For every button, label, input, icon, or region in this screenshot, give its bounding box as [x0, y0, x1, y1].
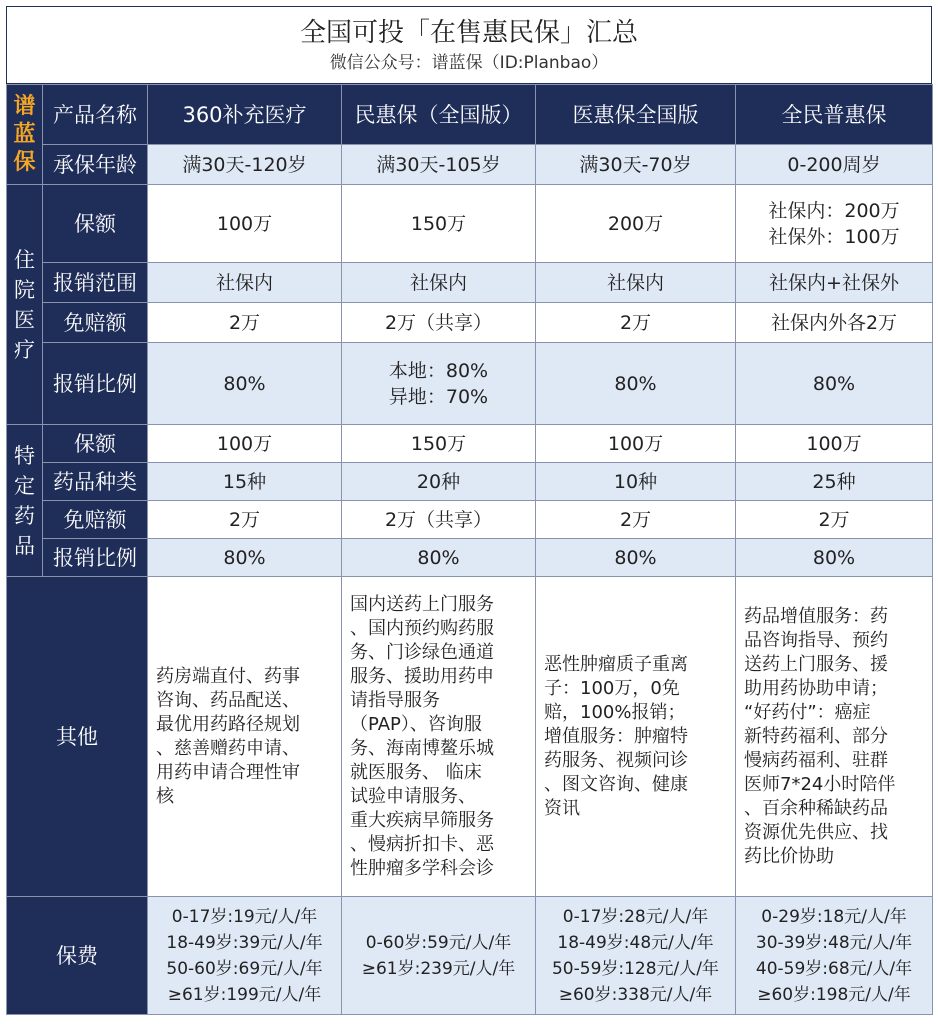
- label-drug-kinds: 药品种类: [43, 463, 148, 501]
- other-4: 药品增值服务：药 品咨询指导、预约 送药上门服务、援 助用药协助申请； “好药付”：癌症 新特药福利、部分 慢病药福利、驻群 医师7*24小时陪伴 、百余种稀缺药品 资源优先供应、找 药比价协助: [736, 577, 933, 897]
- fee-2: 0-60岁:59元/人/年 ≥61岁:239元/人/年: [342, 897, 536, 1015]
- row-drug-kinds: [7, 463, 933, 501]
- label-drug-cover: 保额: [43, 425, 148, 463]
- hosp-ratio-3: 80%: [536, 343, 736, 425]
- hosp-scope-1: 社保内: [148, 263, 342, 303]
- hosp-deduct-1: 2万: [148, 303, 342, 343]
- page-title: 全国可投「在售惠民保」汇总: [299, 18, 638, 48]
- product-name-2: 民惠保（全国版）: [342, 85, 536, 145]
- row-fee: [7, 897, 933, 1015]
- drug-ratio-3: 80%: [536, 539, 736, 577]
- hosp-ratio-1: 80%: [148, 343, 342, 425]
- age-2: 满30天-105岁: [342, 145, 536, 185]
- drug-cover-4: 100万: [736, 425, 933, 463]
- drug-ratio-2: 80%: [342, 539, 536, 577]
- drug-deduct-1: 2万: [148, 501, 342, 539]
- drug-cover-2: 150万: [342, 425, 536, 463]
- label-hosp-ratio: 报销比例: [43, 343, 148, 425]
- fee-3: 0-17岁:28元/人/年 18-49岁:48元/人/年 50-59岁:128元/人/年 ≥60岁:338元/人/年: [536, 897, 736, 1015]
- age-4: 0-200周岁: [736, 145, 933, 185]
- label-other: 其他: [7, 577, 148, 897]
- other-1: 药房端直付、药事 咨询、药品配送、 最优用药路径规划 、慈善赠药申请、 用药申请合理性审 核: [148, 577, 342, 897]
- hosp-cover-3: 200万: [536, 185, 736, 263]
- label-hosp-cover: 保额: [43, 185, 148, 263]
- hosp-ratio-2: 本地：80% 异地：70%: [342, 343, 536, 425]
- row-hosp-scope: [7, 263, 933, 303]
- hosp-cover-4: 社保内：200万 社保外：100万: [736, 185, 933, 263]
- drug-kinds-1: 15种: [148, 463, 342, 501]
- label-fee: 保费: [7, 897, 148, 1015]
- hosp-cover-2: 150万: [342, 185, 536, 263]
- drug-ratio-4: 80%: [736, 539, 933, 577]
- row-hosp-cover: [7, 185, 933, 263]
- drug-ratio-1: 80%: [148, 539, 342, 577]
- drug-deduct-3: 2万: [536, 501, 736, 539]
- row-product-name: [7, 85, 933, 145]
- label-age: 承保年龄: [43, 145, 148, 185]
- age-3: 满30天-70岁: [536, 145, 736, 185]
- label-drug-ratio: 报销比例: [43, 539, 148, 577]
- hosp-ratio-4: 80%: [736, 343, 933, 425]
- row-hosp-ratio: [7, 343, 933, 425]
- drug-deduct-2: 2万（共享）: [342, 501, 536, 539]
- fee-4: 0-29岁:18元/人/年 30-39岁:48元/人/年 40-59岁:68元/人/年 ≥60岁:198元/人/年: [736, 897, 933, 1015]
- page-subtitle: 微信公众号：谱蓝保（ID:Planbao）: [329, 53, 609, 73]
- other-3: 恶性肿瘤质子重离 子：100万，0免 赔，100%报销； 增值服务：肿瘤特 药服务、视频问诊 、图文咨询、健康 资讯: [536, 577, 736, 897]
- hosp-deduct-2: 2万（共享）: [342, 303, 536, 343]
- row-drug-ratio: [7, 539, 933, 577]
- fee-1: 0-17岁:19元/人/年 18-49岁:39元/人/年 50-60岁:69元/人/年 ≥61岁:199元/人/年: [148, 897, 342, 1015]
- row-hosp-deduct: [7, 303, 933, 343]
- row-drug-cover: [7, 425, 933, 463]
- hosp-deduct-4: 社保内外各2万: [736, 303, 933, 343]
- hosp-deduct-3: 2万: [536, 303, 736, 343]
- product-name-4: 全民普惠保: [736, 85, 933, 145]
- section-drug: 特定药品: [7, 425, 43, 577]
- label-hosp-deduct: 免赔额: [43, 303, 148, 343]
- comparison-table: [6, 84, 933, 1015]
- row-age: [7, 145, 933, 185]
- drug-cover-1: 100万: [148, 425, 342, 463]
- drug-kinds-3: 10种: [536, 463, 736, 501]
- drug-kinds-4: 25种: [736, 463, 933, 501]
- hosp-scope-2: 社保内: [342, 263, 536, 303]
- row-drug-deduct: [7, 501, 933, 539]
- other-2: 国内送药上门服务 、国内预约购药服 务、门诊绿色通道 服务、援助用药申 请指导服务 （PAP）、咨询服 务、海南博鳌乐城 就医服务、 临床 试验申请服务、 重大疾病早筛服务 、慢病折扣卡、恶 性肿瘤多学科会诊: [342, 577, 536, 897]
- row-other: [7, 577, 933, 897]
- hosp-scope-4: 社保内+社保外: [736, 263, 933, 303]
- product-name-1: 360补充医疗: [148, 85, 342, 145]
- drug-kinds-2: 20种: [342, 463, 536, 501]
- section-hospital: 住院医疗: [7, 185, 43, 425]
- brand-label: 谱蓝保: [7, 85, 43, 185]
- product-name-3: 医惠保全国版: [536, 85, 736, 145]
- label-product-name: 产品名称: [43, 85, 148, 145]
- hosp-cover-1: 100万: [148, 185, 342, 263]
- drug-deduct-4: 2万: [736, 501, 933, 539]
- drug-cover-3: 100万: [536, 425, 736, 463]
- sheet-header: [6, 6, 932, 84]
- label-hosp-scope: 报销范围: [43, 263, 148, 303]
- hosp-scope-3: 社保内: [536, 263, 736, 303]
- age-1: 满30天-120岁: [148, 145, 342, 185]
- label-drug-deduct: 免赔额: [43, 501, 148, 539]
